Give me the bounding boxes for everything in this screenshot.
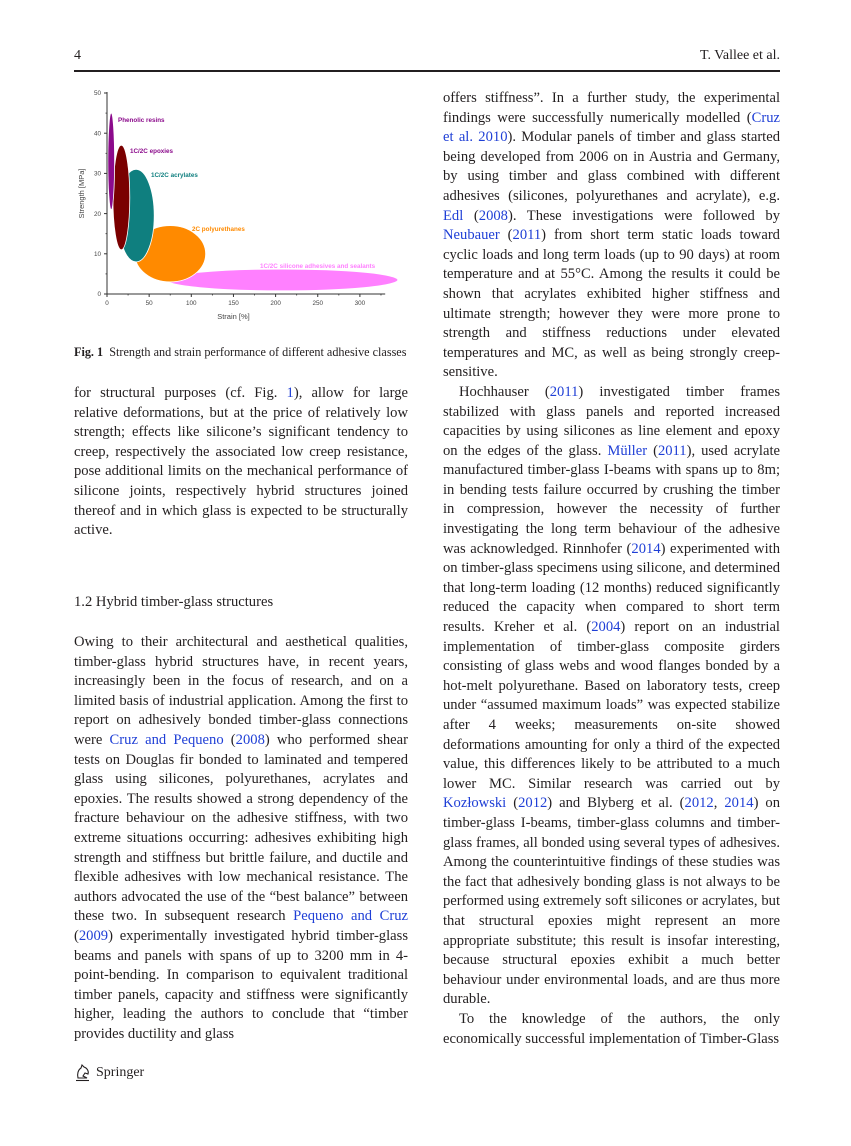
text: ) investigated timber frames stabilized with glass panels and reported increased capacities by using silicones as line element and epoxy on the edges of the glass.: [443, 383, 780, 459]
citation-link[interactable]: 2008: [235, 731, 265, 748]
series-label: 1C/2C epoxies: [130, 148, 174, 155]
text: ) experimentally investigated hybrid timber-glass beams and panels with spans of up to 3200 mm in 4-point-bending. In comparison to equivalent traditional timber panels, capacity and stiffness were significantly higher, leading the authors to conclude that “timber provides ductility and glass: [74, 927, 408, 1042]
text: for structural purposes (cf. Fig.: [74, 385, 287, 401]
springer-horse-icon: [74, 1063, 92, 1083]
svg-text:Strength [MPa]: Strength [MPa]: [77, 168, 86, 219]
svg-text:10: 10: [93, 251, 101, 258]
svg-text:0: 0: [97, 291, 101, 299]
strength-strain-chart: [74, 85, 410, 330]
text: ) on timber-glass I-beams, timber-glass columns and timber-glass frames, all bonded using several types of adhesives. Among the counterintuitive findings of these studies was the fact that adhesively bonding glass is not always to be performed using extremely soft silicones or acrylates, but that structural epoxies might represent an more appropriate substitute; this result is insofar interesting, because structural epoxies exhibit a much better behaviour under environmental loads, and are thus more durable.: [443, 795, 781, 1008]
page-footer: [74, 1063, 144, 1083]
text: Owing to their architectural and aesthetical qualities, timber-glass hybrid structures have, in recent years, increasingly been in the focus of research, and on a limited basis of industrial application. Among the first to report on adhesively bonded timber-glass connections were: [74, 634, 408, 748]
ellipse-phenolic-resins: [108, 113, 115, 209]
svg-text:250: 250: [312, 300, 324, 307]
text: ). Modular panels of timber and glass started being developed from 2006 on in Austria and Germany, by using timber and glass combined with different adhesives (silicones, polyurethanes and acrylate), e.g.: [443, 129, 781, 204]
running-head: T. Vallee et al.: [700, 48, 780, 63]
citation-link[interactable]: Kozłowski: [443, 795, 507, 812]
svg-text:30: 30: [93, 170, 101, 178]
text: (: [463, 207, 479, 224]
text: ) report on an industrial implementation of timber-glass composite girders consisting of glass webs and wood flanges bonded by a hot-melt polyurethane. Based on laboratory tests, creep under “assumed maximum loads” was expected stabilize after 4 weeks; measurements on-site showed deformations amounting for only a third of the expected value, this differences likely to be attributed to a much lower MC. Similar research was carried out by: [443, 619, 780, 792]
svg-text:Strain [%]: Strain [%]: [217, 312, 250, 321]
svg-text:100: 100: [186, 300, 197, 307]
citation-link[interactable]: 2004: [591, 619, 621, 636]
left-column-para-1: [74, 384, 408, 541]
figure-1: [74, 85, 410, 330]
text: (: [499, 227, 513, 244]
page-number: 4: [74, 48, 81, 63]
svg-text:40: 40: [93, 130, 101, 138]
header-rule: [74, 70, 780, 72]
text: ). These investigations were followed by: [507, 207, 780, 224]
svg-text:50: 50: [145, 300, 153, 307]
citation-link[interactable]: 2009: [78, 927, 109, 944]
text: (: [223, 731, 236, 748]
svg-text:0: 0: [105, 300, 109, 307]
text: ) who performed shear tests on Douglas fir bonded to laminated and tempered glass using silicones, polyurethanes, acrylates and epoxies. The results showed a strong dependency of the fracture behaviour on the adhesive stiffness, with two extreme situations occurring: adhesives exhibiting high strength and stiffness but brittle failure, and ductile and flexible adhesives with low mechanical resistance. The authors advocated the use of the “best balance” between these two. In subsequent research: [74, 731, 408, 925]
svg-text:300: 300: [354, 300, 366, 307]
citation-link[interactable]: Neubauer: [443, 227, 500, 244]
ellipse-1c-2c-silicone-adhesives-and-sealants: [166, 269, 398, 291]
citation-link[interactable]: 2014: [724, 795, 754, 812]
text: ) and Blyberg et al. (: [547, 795, 685, 812]
right-para-1: [443, 89, 780, 383]
text: (: [74, 927, 79, 944]
citation-link[interactable]: 2012: [684, 795, 714, 812]
right-para-2: [443, 383, 780, 1010]
citation-link[interactable]: 2012: [518, 795, 548, 812]
svg-text:200: 200: [270, 300, 281, 307]
figure-label: Fig. 1: [74, 345, 104, 359]
right-column: [443, 89, 780, 1049]
text: ) experimented with on timber-glass specimens using silicone, and determined that long-term loading (12 months) reduced significantly reduced the capacity when compared to short term results. Kreher et al. (: [443, 540, 780, 636]
citation-link[interactable]: Pequeno and Cruz: [293, 908, 408, 925]
text: offers stiffness”. In a further study, the experimental findings were successfully numerically modelled (: [443, 90, 780, 126]
figure-caption: [74, 344, 408, 361]
citation-link[interactable]: 2011: [549, 383, 579, 400]
series-label: 2C polyurethanes: [192, 226, 245, 233]
citation-link[interactable]: 2011: [512, 227, 542, 244]
svg-text:50: 50: [93, 90, 101, 98]
left-column-para-2: [74, 633, 408, 1044]
text: ) from short term static loads toward cyclic loads and long term loads (up to 90 days) at room temperature and at 55°C. Among the results it could be shown that acrylates exhibited higher stiffness and ultimate strength; however they were more prone to strength and stiffness reductions under elevated temperatures and MC, as well as being strongly creep-sensitive.: [443, 227, 780, 381]
citation-link[interactable]: Müller: [607, 442, 648, 459]
text: Hochhauser (: [459, 383, 550, 400]
citation-link[interactable]: 2014: [631, 540, 661, 557]
citation-link[interactable]: 2011: [657, 442, 687, 459]
text: (: [506, 795, 519, 812]
series-label: 1C/2C silicone adhesives and sealants: [260, 263, 376, 270]
text: ,: [713, 795, 725, 812]
series-label: Phenolic resins: [118, 117, 165, 124]
citation-link[interactable]: Cruz et al. 2010: [443, 109, 780, 146]
publisher-name: Springer: [96, 1065, 145, 1080]
figure-link[interactable]: 1: [286, 385, 294, 401]
text: ), allow for large relative deformations, but at the price of relatively low strength; effects like silicone’s significant tendency to creep, respectively the associated low creep resistance, pose additional limits on the mechanical performance of silicone joints, respectively hybrid structures joined thereof and in which glass is expected to be structurally active.: [74, 385, 409, 539]
right-para-3: To the knowledge of the authors, the only economically successful implementation of Timber-Glass: [443, 1010, 780, 1047]
svg-text:150: 150: [228, 300, 239, 307]
text: (: [647, 442, 658, 459]
text: ), used acrylate manufactured timber-glass I-beams with spans up to 8m; in bending tests failure occurred by crushing the timber in compression, however the necessity of further investigating the long term behaviour of the adhesive was acknowledged. Rinnhofer (: [443, 442, 780, 557]
citation-link[interactable]: 2008: [478, 207, 508, 224]
citation-link[interactable]: Edl: [443, 207, 464, 224]
figure-caption-text: Strength and strain performance of different adhesive classes: [109, 345, 407, 359]
ellipse-1c-2c-epoxies: [113, 145, 130, 250]
series-label: 1C/2C acrylates: [151, 172, 198, 179]
section-heading: 1.2 Hybrid timber-glass structures: [74, 594, 274, 610]
citation-link[interactable]: Cruz and Pequeno: [109, 731, 224, 748]
svg-text:20: 20: [93, 210, 101, 218]
page-header: [74, 48, 780, 70]
